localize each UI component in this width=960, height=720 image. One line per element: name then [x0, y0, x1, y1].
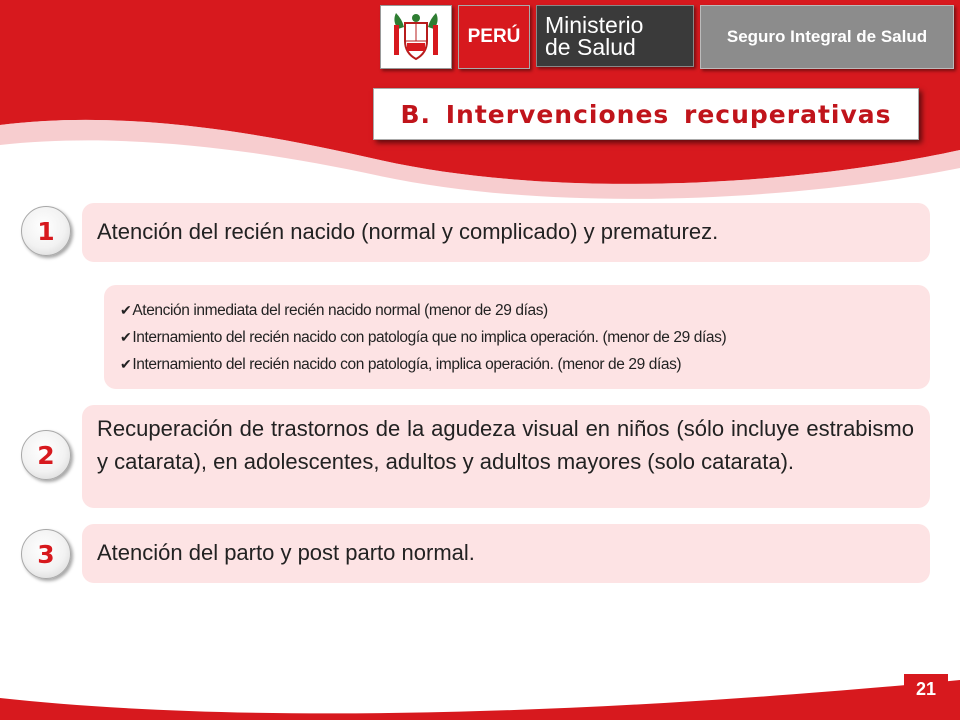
sub-item-text: Internamiento del recién nacido con patología, implica operación. (menor de 29 días) [132, 356, 682, 373]
list-item [120, 297, 726, 324]
ministerio-logo [536, 5, 694, 67]
ministerio-line2: de Salud [545, 34, 636, 60]
peru-logo [458, 5, 530, 69]
item-text-2: Recuperación de trastornos de la agudeza visual en niños (sólo incluye estrabismo y catarata), en adolescentes, adultos y adultos mayores (solo catarata). [97, 416, 914, 474]
peru-label: PERÚ [467, 26, 521, 47]
sub-items-box [104, 285, 930, 389]
checkmark-icon: ✔ [120, 356, 132, 372]
item-text-1: Atención del recién nacido (normal y complicado) y prematurez. [97, 219, 719, 244]
sub-items-list [120, 297, 726, 378]
sis-label: Seguro Integral de Salud [726, 27, 928, 46]
item-number-2: 2 [21, 430, 71, 480]
item-box-2 [82, 405, 930, 508]
section-title: B. Intervenciones recuperativas [373, 88, 919, 140]
sub-item-text: Internamiento del recién nacido con patología que no implica operación. (menor de 29 días) [132, 329, 727, 346]
coat-of-arms-icon [388, 9, 444, 65]
footer-red-wave [0, 660, 960, 720]
item-text-3: Atención del parto y post parto normal. [97, 540, 475, 565]
sub-item-text: Atención inmediata del recién nacido normal (menor de 29 días) [132, 302, 548, 319]
item-number-1: 1 [21, 206, 71, 256]
item-box-1 [82, 203, 930, 262]
page-number: 21 [904, 674, 948, 704]
ministerio-line1: Ministerio [545, 12, 644, 38]
checkmark-icon: ✔ [120, 329, 132, 345]
item-box-3 [82, 524, 930, 583]
checkmark-icon: ✔ [120, 302, 132, 318]
coat-of-arms-logo [380, 5, 452, 69]
logo-bar [380, 5, 954, 69]
list-item [120, 324, 726, 351]
sis-logo [700, 5, 954, 69]
list-item [120, 351, 726, 378]
item-number-3: 3 [21, 529, 71, 579]
